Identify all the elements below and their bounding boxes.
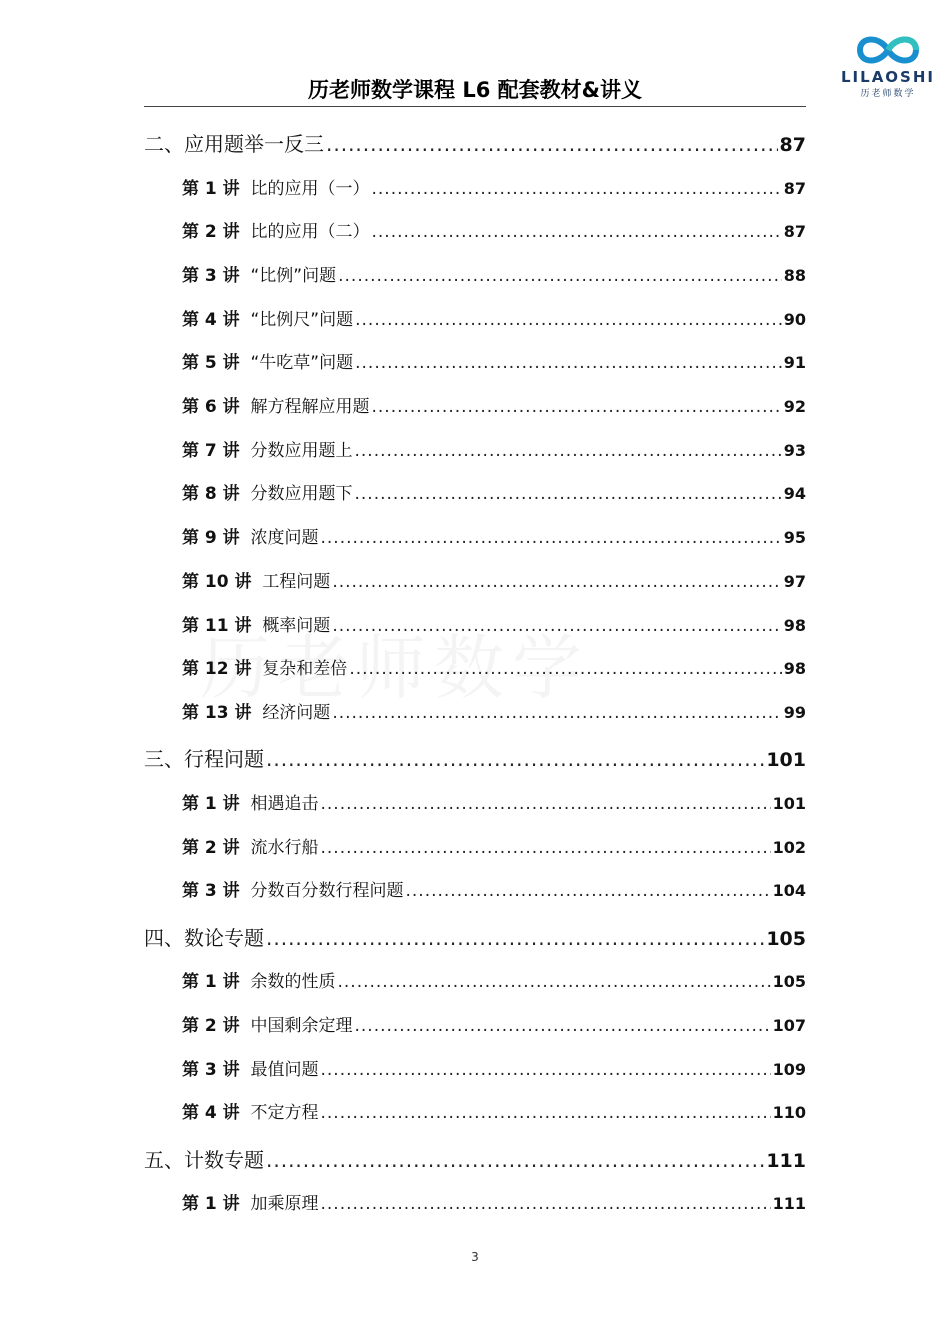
toc-page-number: 111 [772,1194,806,1213]
toc-leader-dots [337,972,770,992]
toc-lecture-number: 第 1 讲 [182,1194,240,1214]
header-title: 历老师数学课程 L6 配套教材&讲义 [308,78,642,102]
toc-lecture-number: 第 3 讲 [182,1060,240,1080]
toc-page-number: 101 [772,794,806,813]
toc-lecture-title: 概率问题 [262,616,331,636]
toc-lecture-label [182,833,318,858]
logo-subtext: 历老师数学 [860,89,916,99]
toc-lecture[interactable] [182,1189,806,1214]
toc-lecture-label [182,789,318,814]
toc-lecture-number: 第 4 讲 [182,310,240,330]
toc-page-number: 92 [783,397,806,416]
toc-leader-dots [338,266,782,286]
toc-lecture-title: “牛吃草”问题 [250,353,354,373]
toc-leader-dots [320,1103,770,1123]
toc-lecture-title: “比例”问题 [250,266,337,286]
toc-lecture[interactable] [182,174,806,199]
toc-leader-dots [266,1148,764,1172]
toc-lecture-label [182,523,318,548]
toc-leader-dots [354,484,781,504]
toc-leader-dots [332,703,781,723]
toc-lecture-number: 第 8 讲 [182,484,240,504]
toc-lecture-number: 第 2 讲 [182,838,240,858]
toc-lecture-title: 浓度问题 [250,528,319,548]
toc-leader-dots [355,310,782,330]
toc-lecture[interactable] [182,217,806,242]
toc-leader-dots [371,397,781,417]
toc-leader-dots [320,528,781,548]
toc-lecture-number: 第 12 讲 [182,659,252,679]
toc-lecture[interactable] [182,392,806,417]
toc-leader-dots [371,179,781,199]
toc-lecture-label [182,567,330,592]
toc-lecture-title: 经济问题 [262,703,331,723]
toc-lecture[interactable] [182,789,806,814]
toc-lecture-label [182,348,353,373]
toc-lecture-number: 第 13 讲 [182,703,252,723]
toc-lecture-number: 第 6 讲 [182,397,240,417]
toc-lecture-title: 分数百分数行程问题 [250,881,404,901]
toc-lecture-number: 第 1 讲 [182,972,240,992]
toc-lecture-label [182,967,335,992]
toc-lecture-title: 解方程解应用题 [250,397,370,417]
toc-lecture-title: 比的应用（一） [250,179,370,199]
toc-lecture-number: 第 3 讲 [182,266,240,286]
toc-lecture[interactable] [182,833,806,858]
toc-page-number: 105 [772,972,806,991]
toc-page-number: 98 [783,616,806,635]
toc-lecture[interactable] [182,261,806,286]
toc-lecture-label [182,479,352,504]
toc-page-number: 98 [783,659,806,678]
toc-leader-dots [354,1016,770,1036]
toc-leader-dots [320,1060,770,1080]
toc-page-number: 104 [772,881,806,900]
toc-lecture-title: 相遇追击 [250,794,319,814]
toc-leader-dots [326,132,778,156]
toc-lecture[interactable] [182,1011,806,1036]
toc-chapter-title: 三、行程问题 [144,747,264,771]
infinity-logo-icon [838,30,938,70]
page-number: 3 [471,1250,479,1264]
toc-lecture[interactable] [182,654,806,679]
toc-lecture-label [182,1055,318,1080]
toc-lecture-title: 余数的性质 [250,972,336,992]
toc-leader-dots [355,353,782,373]
toc-lecture[interactable] [182,1098,806,1123]
logo-text: LILAOSHI [841,68,935,86]
toc-page-number: 87 [783,222,806,241]
toc-lecture-label [182,1098,318,1123]
toc-lecture-title: 比的应用（二） [250,222,370,242]
toc-chapter[interactable] [144,922,806,951]
toc-lecture[interactable] [182,611,806,636]
toc-lecture-label [182,261,336,286]
toc-lecture-label [182,305,353,330]
toc-chapter[interactable] [144,1144,806,1173]
toc-leader-dots [320,1194,770,1214]
toc-lecture[interactable] [182,876,806,901]
toc-lecture-label [182,217,369,242]
toc-lecture[interactable] [182,305,806,330]
toc-page-number: 87 [779,134,806,156]
header-divider [144,106,806,107]
toc-lecture[interactable] [182,967,806,992]
toc-page-number: 94 [783,484,806,503]
toc-lecture[interactable] [182,348,806,373]
toc-page-number: 109 [772,1060,806,1079]
toc-page-number: 102 [772,838,806,857]
toc-lecture[interactable] [182,698,806,723]
toc-leader-dots [332,616,781,636]
toc-lecture[interactable] [182,1055,806,1080]
toc-chapter-title: 二、应用题举一反三 [144,132,324,156]
toc-leader-dots [320,794,770,814]
toc-chapter[interactable] [144,743,806,772]
toc-lecture-title: 复杂和差倍 [262,659,348,679]
toc-lecture[interactable] [182,567,806,592]
toc-lecture-label [182,436,352,461]
toc-lecture-number: 第 5 讲 [182,353,240,373]
toc-lecture-title: 最值问题 [250,1060,319,1080]
toc-lecture-number: 第 7 讲 [182,441,240,461]
toc-lecture-label [182,611,330,636]
toc-page-number: 95 [783,528,806,547]
toc-lecture-number: 第 2 讲 [182,222,240,242]
toc-lecture[interactable] [182,523,806,548]
toc-chapter-title: 五、计数专题 [144,1148,264,1172]
toc-page-number: 91 [783,353,806,372]
toc-page-number: 88 [783,266,806,285]
toc-lecture[interactable] [182,479,806,504]
toc-lecture-title: 加乘原理 [250,1194,319,1214]
toc-lecture-label [182,1011,352,1036]
toc-chapter-title: 四、数论专题 [144,926,264,950]
toc-lecture-title: 分数应用题上 [250,441,353,461]
toc-lecture-title: 不定方程 [250,1103,319,1123]
toc-lecture-number: 第 1 讲 [182,179,240,199]
toc-lecture-title: “比例尺”问题 [250,310,354,330]
toc-lecture-number: 第 9 讲 [182,528,240,548]
toc-leader-dots [320,838,770,858]
toc-page-number: 107 [772,1016,806,1035]
toc-page-number: 111 [766,1150,806,1172]
toc-lecture-number: 第 1 讲 [182,794,240,814]
toc-lecture-label [182,174,369,199]
toc-leader-dots [349,659,781,679]
toc-leader-dots [354,441,781,461]
toc-lecture-label [182,876,403,901]
toc-page-number: 97 [783,572,806,591]
toc-lecture-label [182,654,347,679]
toc-lecture-title: 中国剩余定理 [250,1016,353,1036]
toc-page-number: 93 [783,441,806,460]
toc-lecture-label [182,1189,318,1214]
toc-leader-dots [266,926,764,950]
toc-page-number: 105 [766,928,806,950]
toc-lecture[interactable] [182,436,806,461]
toc-lecture-number: 第 10 讲 [182,572,252,592]
toc-lecture-title: 流水行船 [250,838,319,858]
toc-page-number: 99 [783,703,806,722]
toc-page-number: 90 [783,310,806,329]
toc-lecture-title: 工程问题 [262,572,331,592]
toc-chapter[interactable] [144,128,806,157]
toc-page-number: 87 [783,179,806,198]
toc-lecture-label [182,392,369,417]
toc-leader-dots [371,222,781,242]
toc-lecture-number: 第 2 讲 [182,1016,240,1036]
toc-leader-dots [266,747,764,771]
toc-leader-dots [332,572,781,592]
toc-lecture-label [182,698,330,723]
toc-lecture-title: 分数应用题下 [250,484,353,504]
toc-lecture-number: 第 3 讲 [182,881,240,901]
toc-lecture-number: 第 4 讲 [182,1103,240,1123]
toc-leader-dots [405,881,770,901]
toc-lecture-number: 第 11 讲 [182,616,252,636]
toc-page-number: 110 [772,1103,806,1122]
toc-page-number: 101 [766,749,806,771]
